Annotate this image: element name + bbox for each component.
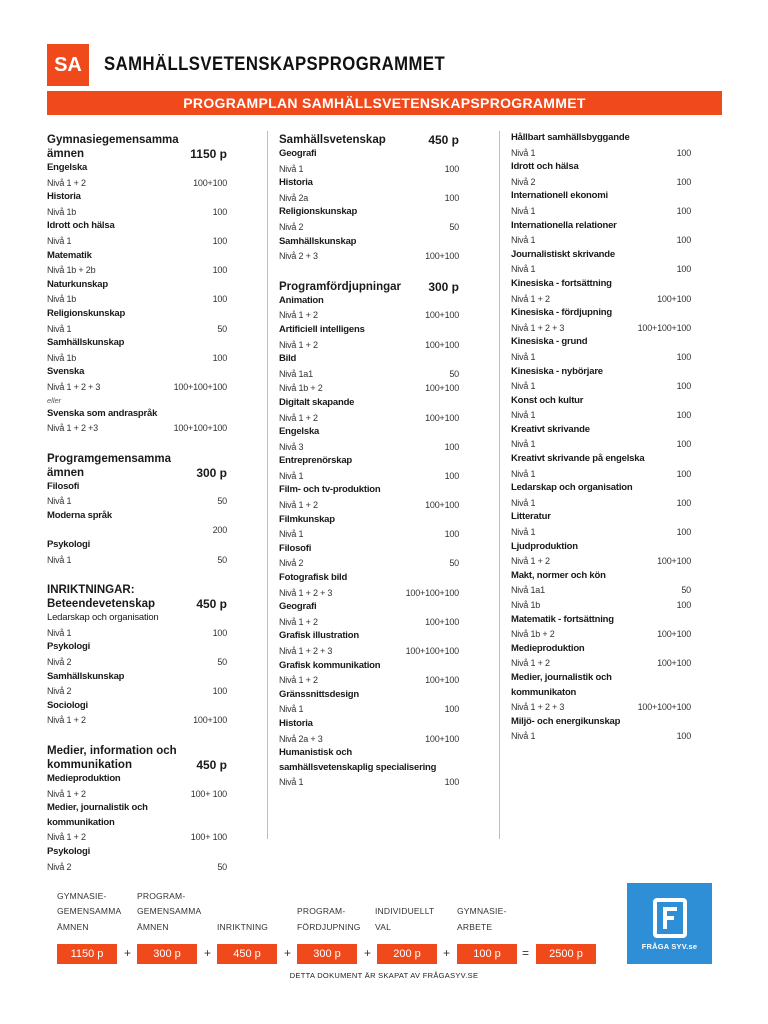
course-name: Filosofi: [47, 480, 80, 492]
course-row: [511, 627, 691, 642]
column-2: [279, 131, 459, 790]
course-row: [47, 787, 227, 802]
section-heading: [279, 133, 459, 147]
course-row: [47, 860, 227, 875]
plus-sign: +: [203, 946, 211, 960]
course-name: Engelska: [47, 162, 88, 173]
course-level: Nivå 1 + 2: [47, 788, 86, 799]
course-row: [47, 830, 227, 845]
course-level: Nivå 1 + 2 + 3: [47, 381, 101, 392]
total-value: 2500 p: [536, 944, 596, 964]
course-name: Filmkunskap: [279, 513, 335, 525]
course-row: [279, 732, 459, 747]
course-level: Nivå 1b: [47, 206, 77, 217]
course-points: 100+100: [657, 629, 691, 640]
course-name: Kinesiska - fortsättning: [511, 277, 612, 289]
course-level: Nivå 1: [511, 264, 536, 275]
course-name: Kinesiska - fördjupning: [511, 307, 612, 319]
course-name: Internationell ekonomi: [511, 190, 608, 202]
course-name: Samhällskunskap: [279, 235, 357, 247]
course-points: 100: [676, 176, 691, 187]
course-name: Religionskunskap: [47, 307, 126, 319]
course-name: Animation: [279, 294, 324, 306]
course-points: 100: [212, 352, 227, 363]
course-name: Medieproduktion: [47, 773, 121, 784]
course-name: Geografi: [279, 148, 317, 159]
course-row: [511, 233, 691, 248]
course-level: Nivå 1b + 2: [511, 629, 555, 640]
course-row: [47, 494, 227, 509]
course-points: 100+100: [657, 293, 691, 304]
course-row: [279, 367, 459, 382]
course-row: [279, 162, 459, 177]
course-row: [511, 700, 691, 715]
course-points: 100: [676, 147, 691, 158]
course-points: 100+ 100: [190, 788, 227, 799]
section-gap: [279, 264, 459, 278]
course-points: 100+100: [657, 658, 691, 669]
page-header: [47, 44, 492, 86]
course-row: [511, 496, 691, 511]
course-level: Nivå 1: [279, 470, 304, 481]
course-points: 100: [676, 497, 691, 508]
course-points: 100+100: [193, 177, 227, 188]
summary-value: 200 p: [377, 944, 437, 964]
course-points: 100: [676, 205, 691, 216]
course-row: [279, 556, 459, 571]
course-points: 100+ 100: [190, 832, 227, 843]
section-name: Gymnasiegemensamma ämnen: [47, 134, 179, 160]
course-points: 100+100+100: [405, 646, 459, 656]
course-level: Nivå 1 + 2 + 3: [279, 646, 333, 656]
course-row: [511, 583, 691, 598]
course-name: Film- och tv-produktion: [279, 484, 381, 496]
course-row: [47, 523, 227, 538]
course-row: [279, 644, 459, 659]
course-points: 100+100: [425, 310, 459, 321]
course-name: Medieproduktion: [511, 642, 585, 654]
course-points: 100+100: [425, 616, 459, 627]
course-row: [47, 713, 227, 728]
course-points: 100: [444, 192, 459, 203]
column-divider: [499, 131, 500, 839]
course-name: Matematik - fortsättning: [511, 613, 614, 625]
course-level: Nivå 1b: [511, 600, 541, 610]
course-points: 100: [676, 264, 691, 275]
course-level: Nivå 1a1: [279, 368, 313, 379]
section-gap: [47, 728, 227, 742]
course-row: [47, 263, 227, 278]
course-level: Nivå 2: [47, 686, 72, 697]
summary-label: PROGRAM- GEMENSAMMA ÄMNEN: [137, 890, 202, 932]
course-name: Artificiell intelligens: [279, 323, 365, 335]
course-name: Hållbart samhällsbyggande: [511, 132, 630, 143]
course-points: 100: [212, 235, 227, 246]
course-name: Kinesiska - grund: [511, 336, 588, 348]
course-name: Moderna språk: [47, 509, 112, 521]
section-points: 300 p: [428, 279, 459, 294]
course-points: 100+100: [425, 500, 459, 511]
course-level: Nivå 3: [279, 441, 304, 452]
course-points: 100: [212, 686, 227, 697]
course-level: Nivå 1: [511, 235, 536, 246]
course-name: Kinesiska - nybörjare: [511, 365, 603, 377]
course-level: Nivå 1 + 2: [279, 500, 318, 511]
course-name: Historia: [279, 717, 313, 729]
course-points: 50: [449, 368, 459, 379]
section-name: Medier, information och kommunikation: [47, 745, 177, 771]
course-name: Idrott och hälsa: [511, 161, 579, 173]
course-row: [279, 498, 459, 513]
course-row: [511, 437, 691, 452]
course-row: [511, 408, 691, 423]
course-level: Nivå 2 + 3: [279, 251, 318, 262]
plus-sign: +: [283, 946, 291, 960]
section-gap: [47, 436, 227, 450]
course-row: [511, 146, 691, 161]
course-level: Nivå 1: [47, 554, 72, 565]
course-row: [47, 322, 227, 337]
course-name: Idrott och hälsa: [47, 220, 115, 232]
course-level: Nivå 1: [279, 163, 304, 174]
summary-value: 300 p: [297, 944, 357, 964]
course-level: Nivå 1 + 2: [279, 675, 318, 686]
course-points: 100+100: [425, 339, 459, 350]
column-1: [47, 131, 227, 874]
course-points: 100+100: [193, 715, 227, 726]
course-level: Nivå 1: [511, 527, 536, 538]
section-heading: [279, 280, 459, 294]
course-row: [279, 381, 459, 396]
summary-label: INDIVIDUELLT VAL: [375, 906, 435, 932]
course-points: 100+100: [657, 556, 691, 567]
course-row: [279, 615, 459, 630]
course-points: 100: [676, 235, 691, 246]
course-name: Gränssnittsdesign: [279, 688, 360, 700]
course-name: Sociologi: [47, 699, 88, 711]
course-row: [47, 176, 227, 191]
course-name: Journalistiskt skrivande: [511, 248, 615, 260]
course-row: [279, 411, 459, 426]
section-points: 450 p: [196, 758, 227, 772]
course-name: Fotografisk bild: [279, 572, 348, 584]
summary-label: GYMNASIE- ARBETE: [457, 906, 507, 932]
course-level: Nivå 1: [279, 777, 304, 788]
course-points: 50: [217, 861, 227, 872]
course-points: 100: [212, 627, 227, 638]
course-name: Medier, journalistik och kommunikaton: [511, 671, 612, 698]
section-heading: [47, 744, 227, 772]
course-level: Nivå 1: [279, 529, 304, 540]
course-points: 50: [217, 323, 227, 334]
section-points: 1150 p: [190, 147, 227, 161]
fragasyv-logo-icon: [647, 897, 693, 939]
course-level: Nivå 1b: [47, 352, 77, 363]
course-row: [47, 292, 227, 307]
course-points: 100: [676, 439, 691, 450]
plus-sign: +: [123, 946, 131, 960]
course-points: 100: [676, 468, 691, 479]
course-name: Litteratur: [511, 511, 551, 523]
course-row: [511, 204, 691, 219]
page-title: SAMHÄLLSVETENSKAPSPROGRAMMET: [104, 54, 446, 75]
course-level: Nivå 2a: [279, 192, 309, 203]
course-level: Nivå 1 + 2: [47, 715, 86, 726]
course-name: Ledarskap och organisation: [47, 612, 159, 624]
course-level: Nivå 1 + 2: [511, 658, 550, 669]
course-points: 100+100: [425, 251, 459, 262]
section-heading: [47, 452, 227, 480]
course-points: 50: [449, 221, 459, 232]
course-level: Nivå 1: [511, 381, 536, 392]
course-points: 100+100+100: [637, 322, 691, 333]
course-points: 100+100+100: [405, 587, 459, 598]
course-level: Nivå 1 + 2 + 3: [511, 322, 565, 333]
course-row: [47, 421, 227, 436]
summary-label: GYMNASIE- GEMENSAMMA ÄMNEN: [57, 890, 122, 932]
equals-sign: =: [521, 946, 529, 960]
course-level: Nivå 1 + 2: [47, 177, 86, 188]
section-name: Programfördjupningar: [279, 280, 402, 293]
course-points: 100: [212, 294, 227, 305]
course-name: Humanistisk och samhällsvetenskaplig specialisering: [279, 747, 437, 773]
course-level: Nivå 1 + 2: [279, 339, 318, 350]
course-points: 100: [444, 470, 459, 481]
course-points: 100+100+100: [173, 423, 227, 434]
course-level: Nivå 2: [279, 558, 304, 569]
course-level: Nivå 1: [511, 351, 536, 362]
course-name: Svenska som andraspråk: [47, 407, 158, 419]
course-level: Nivå 1 + 2: [47, 832, 86, 843]
course-row: [511, 350, 691, 365]
course-row: [511, 729, 691, 744]
course-row: [279, 775, 459, 790]
course-points: 100: [444, 704, 459, 715]
course-points: 100: [676, 410, 691, 421]
course-row: [511, 292, 691, 307]
course-level: Nivå 1: [47, 496, 72, 507]
course-row: [511, 467, 691, 482]
course-row: [279, 308, 459, 323]
course-points: 100: [444, 777, 459, 788]
course-name: Samhällskunskap: [47, 337, 125, 349]
summary-value: 450 p: [217, 944, 277, 964]
course-points: 100: [676, 381, 691, 392]
course-name: Kreativt skrivande: [511, 423, 590, 435]
course-level: Nivå 1: [511, 731, 536, 742]
course-points: 50: [217, 496, 227, 507]
course-row: [279, 527, 459, 542]
summary-label: INRIKTNING: [217, 921, 269, 932]
course-level: Nivå 1: [279, 704, 304, 715]
fragasyv-logo[interactable]: [627, 883, 712, 964]
course-points: 50: [217, 554, 227, 565]
course-row: [47, 380, 227, 395]
program-badge: SA: [47, 44, 89, 86]
course-points: 200: [212, 525, 227, 536]
course-points: 100+100+100: [173, 381, 227, 392]
section-points: 300 p: [196, 465, 227, 480]
course-points: 100+100: [425, 733, 459, 744]
course-row: [47, 205, 227, 220]
alternative-note: eller: [47, 395, 62, 405]
course-row: [279, 338, 459, 353]
course-name: Svenska: [47, 366, 85, 378]
course-row: [47, 626, 227, 641]
section-points: 450 p: [196, 597, 227, 612]
course-name: Grafisk kommunikation: [279, 659, 381, 671]
course-points: 100: [212, 206, 227, 217]
course-row: [279, 673, 459, 688]
course-points: 100: [676, 351, 691, 362]
course-name: Medier, journalistik och kommunikation: [47, 802, 148, 828]
course-level: Nivå 1: [511, 410, 536, 421]
course-name: Naturkunskap: [47, 278, 108, 290]
course-name: Samhällskunskap: [47, 670, 125, 682]
course-level: Nivå 1 + 2: [279, 412, 318, 423]
course-row: [279, 220, 459, 235]
course-row: [511, 598, 691, 613]
course-level: Nivå 1: [511, 468, 536, 479]
course-points: 50: [449, 558, 459, 569]
course-level: Nivå 1 + 2 + 3: [511, 702, 565, 713]
course-level: Nivå 1b: [47, 294, 77, 305]
course-level: Nivå 1 + 2 +3: [47, 423, 98, 434]
course-name: Miljö- och energikunskap: [511, 715, 621, 727]
column-3: [511, 131, 691, 744]
course-row: [279, 249, 459, 264]
course-name: Entreprenörskap: [279, 455, 353, 467]
summary-value: 300 p: [137, 944, 197, 964]
course-row: [511, 656, 691, 671]
course-row: [47, 234, 227, 249]
course-level: Nivå 2: [47, 657, 72, 668]
section-points: 450 p: [428, 133, 459, 147]
course-level: Nivå 1 + 2: [511, 556, 550, 567]
section-name: Samhällsvetenskap: [279, 134, 386, 146]
course-name: Psykologi: [47, 539, 91, 551]
course-points: 100: [676, 731, 691, 742]
summary-value: 100 p: [457, 944, 517, 964]
course-level: Nivå 1 + 2: [279, 310, 318, 321]
course-level: Nivå 1: [47, 627, 72, 638]
section-name: INRIKTNINGAR: Beteendevetenskap: [47, 584, 156, 611]
section-name: Programgemensamma ämnen: [47, 452, 171, 479]
course-row: [511, 262, 691, 277]
course-points: 50: [217, 657, 227, 668]
course-points: 100+100: [425, 675, 459, 686]
plus-sign: +: [442, 946, 450, 960]
summary-value: 1150 p: [57, 944, 117, 964]
course-row: [279, 586, 459, 601]
course-row: [279, 469, 459, 484]
footer-credit: DETTA DOKUMENT ÄR SKAPAT AV FRÅGASYV.SE: [289, 971, 479, 980]
course-row: [279, 191, 459, 206]
course-row: [511, 554, 691, 569]
course-level: Nivå 1 + 2 + 3: [279, 587, 333, 598]
course-points: 100: [676, 600, 691, 610]
course-level: Nivå 1: [511, 205, 536, 216]
course-row: [47, 351, 227, 366]
logo-text: FRÅGA SYV.se: [641, 941, 698, 951]
course-points: 100+100: [425, 383, 459, 394]
course-row: [279, 440, 459, 455]
course-name: Geografi: [279, 601, 317, 613]
course-level: Nivå 2a + 3: [279, 733, 323, 744]
course-name: Filosofi: [279, 542, 312, 554]
course-points: 100+100: [425, 412, 459, 423]
course-row: [47, 655, 227, 670]
course-points: 100+100+100: [637, 702, 691, 713]
course-level: Nivå 1: [47, 323, 72, 334]
summary-label: PROGRAM- FÖRDJUPNING: [297, 906, 361, 932]
course-name: Bild: [279, 353, 297, 365]
course-name: Makt, normer och kön: [511, 569, 606, 581]
course-level: Nivå 2: [279, 221, 304, 232]
course-points: 100: [444, 441, 459, 452]
plus-sign: +: [363, 946, 371, 960]
course-level: Nivå 1: [47, 235, 72, 246]
points-summary: [47, 890, 607, 968]
course-name: Engelska: [279, 426, 320, 438]
course-level: Nivå 1: [511, 439, 536, 450]
course-level: Nivå 1: [511, 147, 536, 158]
section-heading: [47, 133, 227, 161]
course-name: Historia: [279, 177, 313, 189]
course-points: 100: [444, 163, 459, 174]
course-name: Psykologi: [47, 845, 91, 857]
course-name: Internationella relationer: [511, 219, 617, 231]
course-points: 100: [212, 265, 227, 276]
course-row: [511, 175, 691, 190]
course-name: Ledarskap och organisation: [511, 482, 633, 494]
course-level: Nivå 1a1: [511, 585, 545, 596]
column-divider: [267, 131, 268, 839]
course-points: 100: [676, 527, 691, 538]
program-plan-banner: PROGRAMPLAN SAMHÄLLSVETENSKAPSPROGRAMMET: [47, 91, 722, 115]
course-name: Konst och kultur: [511, 394, 584, 406]
course-name: Historia: [47, 191, 81, 203]
course-level: Nivå 2: [511, 176, 536, 187]
course-name: Matematik: [47, 249, 92, 261]
section-gap: [47, 567, 227, 581]
course-points: 100: [444, 529, 459, 540]
course-level: Nivå 1 + 2: [511, 293, 550, 304]
course-level: Nivå 2: [47, 861, 72, 872]
course-row: [511, 379, 691, 394]
course-name: Digitalt skapande: [279, 396, 355, 408]
course-row: [47, 553, 227, 568]
course-points: 50: [681, 585, 691, 596]
course-row: [47, 684, 227, 699]
course-name: Religionskunskap: [279, 206, 358, 218]
section-heading: [47, 583, 227, 611]
course-level: Nivå 1b + 2: [279, 383, 323, 394]
course-name: Psykologi: [47, 641, 91, 653]
course-name: Grafisk illustration: [279, 630, 359, 642]
course-level: Nivå 1b + 2b: [47, 265, 96, 276]
course-row: [511, 321, 691, 336]
course-row: [279, 702, 459, 717]
course-name: Ljudproduktion: [511, 540, 578, 552]
course-name: Kreativt skrivande på engelska: [511, 453, 645, 465]
course-level: Nivå 1: [511, 497, 536, 508]
course-row: [511, 525, 691, 540]
course-level: Nivå 1 + 2: [279, 616, 318, 627]
